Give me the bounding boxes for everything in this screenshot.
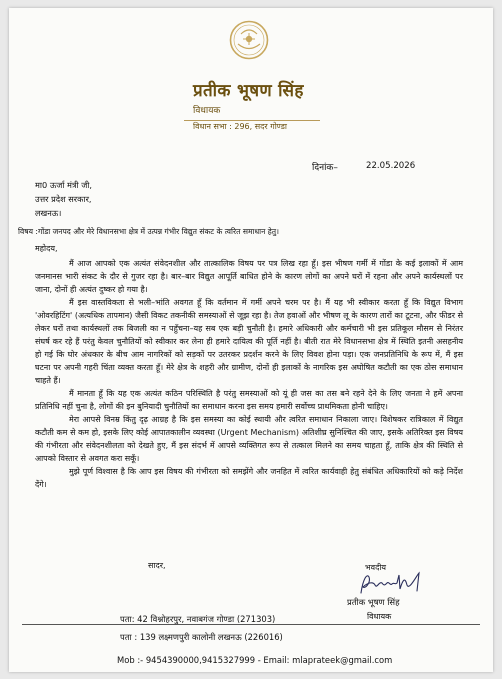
up-state-emblem-icon <box>229 20 269 60</box>
recipient-line: उत्तर प्रदेश सरकार, <box>35 194 92 204</box>
footer-address-1: पता: 42 विश्नोहरपुर, नवाबगंज गोण्डा (271303) <box>120 614 276 624</box>
subject-line: विषय :गोंडा जनपद और मेरे विधानसभा क्षेत्र में उत्पन्न गंभीर विद्युत संकट के त्वरित समाधान हेतु। <box>18 227 279 236</box>
signature-respectfully: भवदीय <box>365 563 387 572</box>
recipient-line: लखनऊ। <box>35 208 62 218</box>
body-paragraph: मैं इस वास्तविकता से भली–भांति अवगत हूँ कि वर्तमान में गर्मी अपने चरम पर है। मैं यह भी स्वीकार करता हूँ कि विद्युत विभाग 'ओवरहिटिंग' (अत्यधिक तापमान) जैसी विकट तकनीकी समस्याओं से जूझ रहा है। तेज हवाओं और भीषण लू के कारण तारों का टूटना, और फीडर से लेकर घरों तथा कार्यस्थलों तक बिजली का न पहुँचना–यह सब एक बड़ी चुनौती है। हमारे अधिकारी और कर्मचारी भी इस प्रतिकूल मौसम से निरंतर संघर्ष कर रहे हैं परंतु केवल चुनौतियों को स्वीकार कर लेना ही हमारे दायित्व की पूर्ति नहीं है। बीती रात मेरे विधानसभा क्षेत्र में स्थिति इतनी असहनीय हो गई कि घोर अंधकार के बीच आम नागरिकों को सड़कों पर उतरकर प्रदर्शन करने के लिए विवश होना पड़ा। एक जनप्रतिनिधि के रूप में, मैं इस घटना पर अपनी गहरी चिंता व्यक्त करता हूँ। मेरे क्षेत्र के शहरी और ग्रामीण, दोनों ही इलाकों के नागरिक इस अघोषित कटौती का एक ठोस समाधान चाहते हैं। <box>35 298 463 385</box>
signature-name: प्रतीक भूषण सिंह <box>347 597 400 607</box>
signature-designation: विधायक <box>367 612 392 621</box>
handwritten-signature <box>357 569 437 599</box>
letterhead-constituency: विधान सभा : 296, सदर गोण्डा <box>193 122 287 131</box>
body-paragraph: मुझे पूर्ण विश्वास है कि आप इस विषय की गंभीरता को समझेंगे और जनहित में त्वरित कार्यवाही हेतु संबंधित अधिकारियों को कड़े निर्देश देंगे। <box>35 467 463 489</box>
salutation: महोदय, <box>35 244 58 253</box>
letterhead-name: प्रतीक भूषण सिंह <box>193 81 304 101</box>
body-paragraph: मैं आज आपको एक अत्यंत संवेदनशील और तात्कालिक विषय पर पत्र लिख रहा हूँ। इस भीषण गर्मी में गोंडा के कई इलाकों में आम जनमानस भारी संकट के दौर से गुजर रहा है। बार–बार विद्युत आपूर्ति बाधित होने के कारण लोगों का अपने घरों में रहना और अपने कार्यस्थलों पर जाना, दोनों ही अत्यंत दुष्कर हो गया है। <box>35 259 463 294</box>
recipient-line: मा0 ऊर्जा मंत्री जी, <box>35 180 92 190</box>
body-paragraph: मैं मानता हूँ कि यह एक अत्यंत कठिन परिस्थिति है परंतु समस्याओं को यूं ही जस का तस बने रहने देने के लिए जनता ने हमें अपना प्रतिनिधि नहीं चुना है, लोगों की इन बुनियादी चुनौतियों का समाधान करना इस समय हमारी सर्वोच्च प्राथमिकता होनी चाहिए। <box>35 389 463 411</box>
date-value: 22.05.2026 <box>366 161 416 171</box>
letter-body <box>35 257 463 491</box>
date-label: दिनांक– <box>312 163 338 173</box>
footer-contact: Mob :- 9454390000,9415327999 - Email: mlaprateek@gmail.com <box>117 655 393 665</box>
closing: सादर, <box>148 561 166 570</box>
footer-address-2: पता : 139 लक्ष्मणपुरी कालोनी लखनऊ (226016) <box>120 632 283 642</box>
letterhead-designation: विधायक <box>193 106 221 116</box>
body-paragraph: मेरा आपसे विनम्र किंतु दृढ़ आग्रह है कि इस समस्या का कोई स्थायी और त्वरित समाधान निकाला जाए। विशेषकर रात्रिकाल में विद्युत कटौती कम से कम हो, इसके लिए कोई आपातकालीन व्यवस्था (Urgent Mechanism) अतिशीघ्र सुनिश्चित की जाए, इसके अतिरिक्त इस विषय की गंभीरता और संवेदनशीलता को देखते हुए, मैं इस संदर्भ में आपसे व्यक्तिगत रूप से तत्काल मिलने का समय चाहता हूँ, ताकि क्षेत्र की स्थिति से आपको विस्तार से अवगत करा सकूँ। <box>35 415 463 463</box>
footer-divider <box>22 624 480 625</box>
